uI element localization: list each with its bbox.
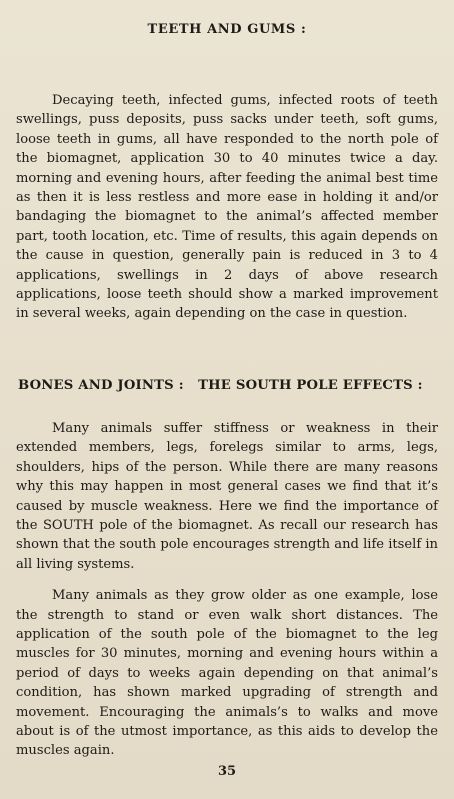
paragraph-gap xyxy=(16,574,438,586)
section-heading-teeth-and-gums: TEETH AND GUMS : xyxy=(147,22,307,37)
paragraph-teeth-and-gums: Decaying teeth, infected gums, infected roots of teeth swellings, puss deposits, puss sacks under teeth, soft gums, loose teeth in gums, all have responded to the north pole of the biomagnet, application 30 to 40 minutes twice a day. morning and evening hours, after feeding the animal best time as then it is less restless and more ease in holding it and/or bandaging the biomagnet to the animal’s affected member part, tooth location, etc. Time of results, this again depends on the cause in question, generally pain is reduced in 3 to 4 applications, swellings in 2 days of above research applications, loose teeth should show a marked improvement in several weeks, again depending on the case in question. xyxy=(16,93,438,322)
page-number: 35 xyxy=(217,764,237,779)
page-content xyxy=(16,22,438,761)
paragraph-south-pole-application: Many animals as they grow older as one example, lose the strength to stand or even walk short distances. The application of the south pole of the biomagnet to the leg muscles for 30 minutes, morning and evening hours within a period of days to weeks again depending on that animal’s condition, has shown marked upgrading of strength and movement. Encouraging the animals’s to walks and move about is of the utmost importance, as this aids to develop the muscles again. xyxy=(16,588,438,759)
paragraph-muscle-weakness: Many animals suffer stiffness or weakness in their extended members, legs, forelegs similar to arms, legs, shoulders, hips of the person. While there are many reasons why this may happen in most general cases we find that it’s caused by muscle weakness. Here we find the importance of the SOUTH pole of the biomagnet. As recall our research has shown that the south pole encourages strength and life itself in all living systems. xyxy=(16,420,438,572)
section-heading-bones-and-joints: BONES AND JOINTS : THE SOUTH POLE EFFECTS : xyxy=(18,377,423,393)
